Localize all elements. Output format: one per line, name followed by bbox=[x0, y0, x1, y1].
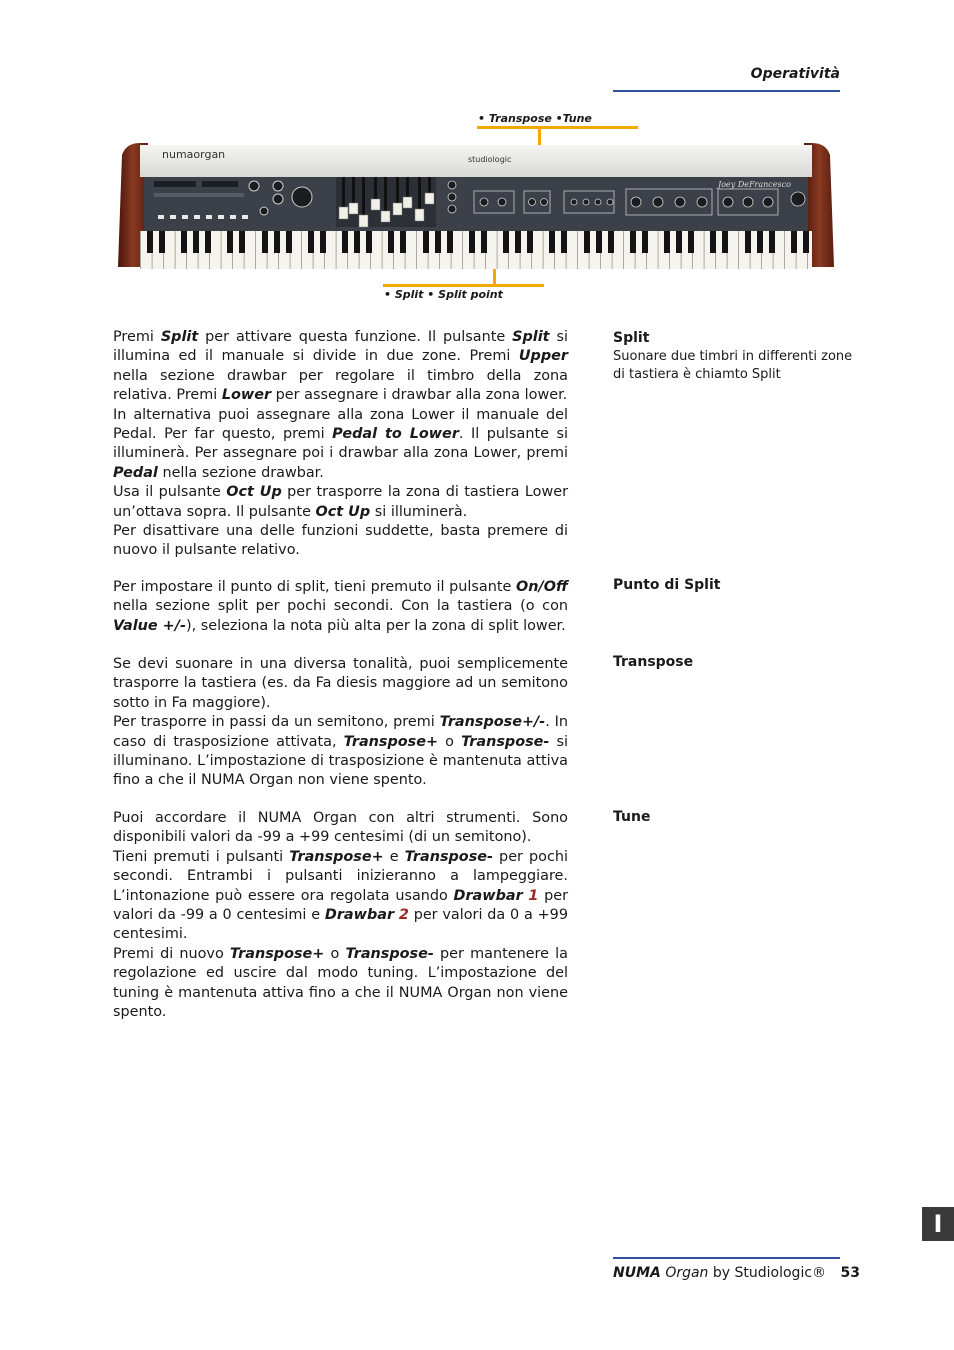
footer-brand-numa: NUMA bbox=[613, 1265, 661, 1281]
header-rule bbox=[613, 90, 840, 92]
split-point-paragraph: Per impostare il punto di split, tieni premuto il pulsante On/Off nella sezione split per pochi secondi. Con la tastiera (o con Value +/-), seleziona la nota più alta per la zona di split lower. bbox=[113, 579, 568, 634]
transpose-paragraph: Per trasporre in passi da un semitono, premi Transpose+/-. In caso di trasposizione attivata, Transpose+ o Transpose- si illuminano. L’impostazione di trasposizione è mantenuta attiva fino a che il NUMA Organ non viene spento. bbox=[113, 714, 569, 789]
section-title: Operatività bbox=[750, 66, 840, 82]
control-name: Transpose- bbox=[345, 945, 434, 962]
split-point-body bbox=[113, 578, 568, 636]
control-name: Split bbox=[512, 329, 550, 345]
control-name: Transpose+ bbox=[229, 945, 325, 962]
control-name: Transpose+ bbox=[343, 733, 439, 750]
split-paragraph: Usa il pulsante Oct Up per trasporre la zona di tastiera Lower un’ottava sopra. Il pulsante Oct Up si illuminerà. bbox=[113, 484, 568, 520]
control-name: Drawbar bbox=[324, 907, 395, 924]
control-name: Pedal to Lower bbox=[332, 426, 459, 443]
control-name: On/Off bbox=[516, 579, 568, 595]
sidebar-heading-transpose: Transpose bbox=[613, 654, 694, 670]
studiologic-logo: studiologic bbox=[468, 155, 512, 164]
sidebar-split-note: Suonare due timbri in differenti zone di tastiera è chiamto Split bbox=[613, 349, 853, 382]
signature-text: Joey DeFrancesco bbox=[718, 180, 791, 189]
page-number: 53 bbox=[840, 1265, 860, 1281]
control-name: Transpose- bbox=[461, 733, 550, 750]
footer-rule bbox=[613, 1257, 840, 1259]
split-paragraph: In alternativa puoi assegnare alla zona Lower il manuale del Pedal. Per far questo, premi Pedal to Lower. Il pulsante si illuminerà. Per assegnare poi i drawbar alla zona Lower, premi Pedal nella sezione drawbar. bbox=[113, 406, 568, 481]
organ-keyboard-image bbox=[118, 143, 834, 270]
control-name: Transpose+ bbox=[289, 848, 384, 865]
tune-paragraph: Puoi accordare il NUMA Organ con altri strumenti. Sono disponibili valori da -99 a +99 centesimi (di un semitono). bbox=[113, 810, 568, 846]
footer-brand-rest: by Studiologic® bbox=[712, 1265, 827, 1281]
split-paragraph: Per disattivare una delle funzioni suddette, basta premere di nuovo il pulsante relativo. bbox=[113, 523, 568, 559]
control-name: Pedal bbox=[113, 464, 158, 481]
sidebar-heading-tune: Tune bbox=[613, 809, 651, 825]
callout-line-bottom bbox=[383, 284, 544, 287]
control-name: Upper bbox=[518, 348, 568, 365]
numa-organ-logo: numaorgan bbox=[162, 148, 226, 161]
transpose-paragraph: Se devi suonare in una diversa tonalità, puoi semplicemente trasporre la tastiera (es. da Fa diesis maggiore ad un semitono sotto in Fa maggiore). bbox=[113, 656, 568, 711]
footer-brand-organ: Organ bbox=[665, 1265, 709, 1281]
control-name: Lower bbox=[221, 387, 272, 404]
sidebar-heading-split-point: Punto di Split bbox=[613, 577, 721, 593]
drawbar-number: 1 bbox=[528, 887, 539, 904]
tune-paragraph: Premi di nuovo Transpose+ o Transpose- per mantenere la regolazione ed uscire dal modo tuning. L’impostazione del tuning è mantenuta attiva fino a che il NUMA Organ non viene spento. bbox=[113, 945, 568, 1021]
split-paragraph: Premi Split per attivare questa funzione. Il pulsante Split si illumina ed il manuale si divide in due zone. Premi Upper nella sezione drawbar per regolare il timbro della zona relativa. Premi Lower per assegnare i drawbar alla zona lower. bbox=[113, 329, 568, 404]
control-name: Value +/- bbox=[113, 617, 186, 634]
control-name: Transpose- bbox=[404, 848, 493, 865]
split-body bbox=[113, 328, 568, 561]
control-name: Oct Up bbox=[226, 484, 282, 501]
language-tab: I bbox=[922, 1207, 954, 1241]
control-name: Oct Up bbox=[315, 503, 371, 520]
sidebar-heading-split: Split bbox=[613, 330, 650, 346]
footer bbox=[613, 1265, 860, 1281]
tune-paragraph: Tieni premuti i pulsanti Transpose+ e Transpose- per pochi secondi. Entrambi i pulsanti inizieranno a lampeggiare. L’intonazione può essere ora regolata usando Drawbar 1 per valori da -99 a 0 centesimi e Drawbar 2 per valori da 0 a +99 centesimi. bbox=[113, 848, 569, 943]
callout-transpose-tune: • Transpose •Tune bbox=[478, 112, 592, 125]
drawbar-number: 2 bbox=[398, 907, 409, 924]
control-name: Drawbar bbox=[453, 887, 523, 904]
control-name: Transpose+/- bbox=[439, 714, 546, 731]
tune-body bbox=[113, 809, 568, 1022]
callout-line-top bbox=[477, 126, 638, 129]
control-name: Split bbox=[160, 329, 199, 345]
transpose-body bbox=[113, 655, 568, 791]
callout-split: • Split • Split point bbox=[384, 288, 503, 301]
